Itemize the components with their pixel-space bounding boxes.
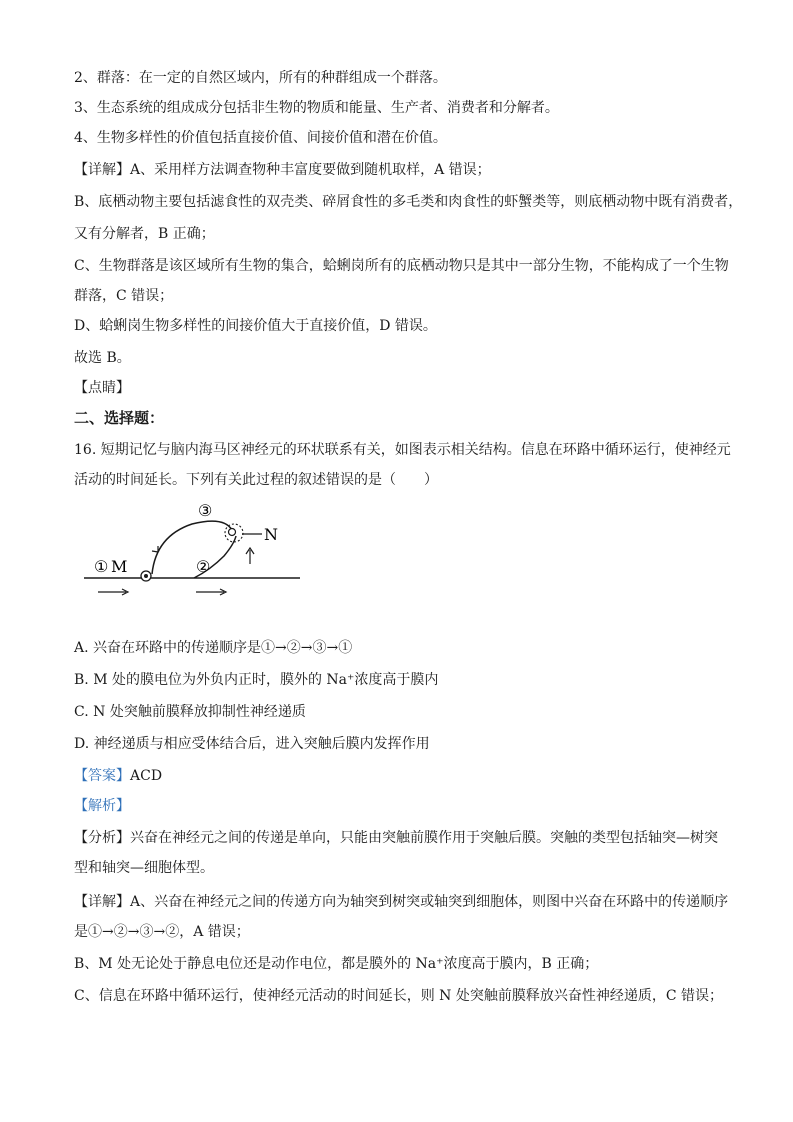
arrow-arc (152, 546, 158, 552)
answer-value: ACD (130, 768, 163, 784)
question-text: 活动的时间延长。下列有关此过程的叙述错误的是（ ） (74, 472, 438, 488)
text-line: 【分析】兴奋在神经元之间的传递是单向，只能由突触前膜作用于突触后膜。突触的类型包括轴突—树突 (74, 830, 718, 846)
text-line: 3、生态系统的组成成分包括非生物的物质和能量、生产者、消费者和分解者。 (74, 100, 559, 116)
label-2: ② (196, 557, 211, 576)
label-m: M (111, 557, 128, 576)
neuron-circuit-diagram (74, 494, 314, 604)
answer-label: 【答案】 (74, 768, 130, 784)
text-line: B、M 处无论处于静息电位还是动作电位，都是膜外的 Na⁺浓度高于膜内，B 正确； (74, 956, 599, 972)
label-n: N (264, 525, 278, 544)
text-line: C、生物群落是该区域所有生物的集合，蛤蜊岗所有的底栖动物只是其中一部分生物，不能构成了一个生物 (74, 258, 729, 274)
option-c: C. N 处突触前膜释放抑制性神经递质 (74, 704, 306, 720)
text-line: 4、生物多样性的价值包括直接价值、间接价值和潜在价值。 (74, 130, 447, 146)
text-line: 群落，C 错误； (74, 288, 174, 304)
answer-line (74, 766, 162, 786)
text-line: D、蛤蜊岗生物多样性的间接价值大于直接价值，D 错误。 (74, 318, 437, 334)
analysis-heading: 【解析】 (74, 798, 130, 814)
option-a: A. 兴奋在环路中的传递顺序是①→②→③→① (74, 640, 353, 656)
label-3: ③ (198, 501, 213, 520)
text-line: 【点睛】 (74, 380, 130, 396)
text-line: 【详解】A、兴奋在神经元之间的传递方向为轴突到树突或轴突到细胞体，则图中兴奋在环路中的传递顺序 (74, 894, 729, 910)
label-1: ① (94, 557, 109, 576)
option-b: B. M 处的膜电位为外负内正时，膜外的 Na⁺浓度高于膜内 (74, 672, 439, 688)
question-text: 16. 短期记忆与脑内海马区神经元的环状联系有关，如图表示相关结构。信息在环路中循环运行，使神经元 (74, 442, 731, 458)
text-line: 【详解】A、采用样方法调查物种丰富度要做到随机取样，A 错误； (74, 162, 491, 178)
loop-neuron-path (152, 521, 232, 574)
text-line: C、信息在环路中循环运行，使神经元活动的时间延长，则 N 处突触前膜释放兴奋性神经递质，C 错误； (74, 988, 724, 1004)
text-line: 是①→②→③→②，A 错误； (74, 924, 250, 940)
synapse-n (229, 529, 236, 536)
text-line: 故选 B。 (74, 350, 131, 366)
text-line: 又有分解者，B 正确； (74, 226, 215, 242)
option-d: D. 神经递质与相应受体结合后，进入突触后膜内发挥作用 (74, 736, 430, 752)
text-line: 2、群落：在一定的自然区域内，所有的种群组成一个群落。 (74, 70, 447, 86)
text-line: 型和轴突—细胞体型。 (74, 860, 214, 876)
text-line: B、底栖动物主要包括滤食性的双壳类、碎屑食性的多毛类和肉食性的虾蟹类等，则底栖动物中既有消费者， (74, 194, 743, 210)
section-heading: 二、选择题： (74, 409, 165, 427)
